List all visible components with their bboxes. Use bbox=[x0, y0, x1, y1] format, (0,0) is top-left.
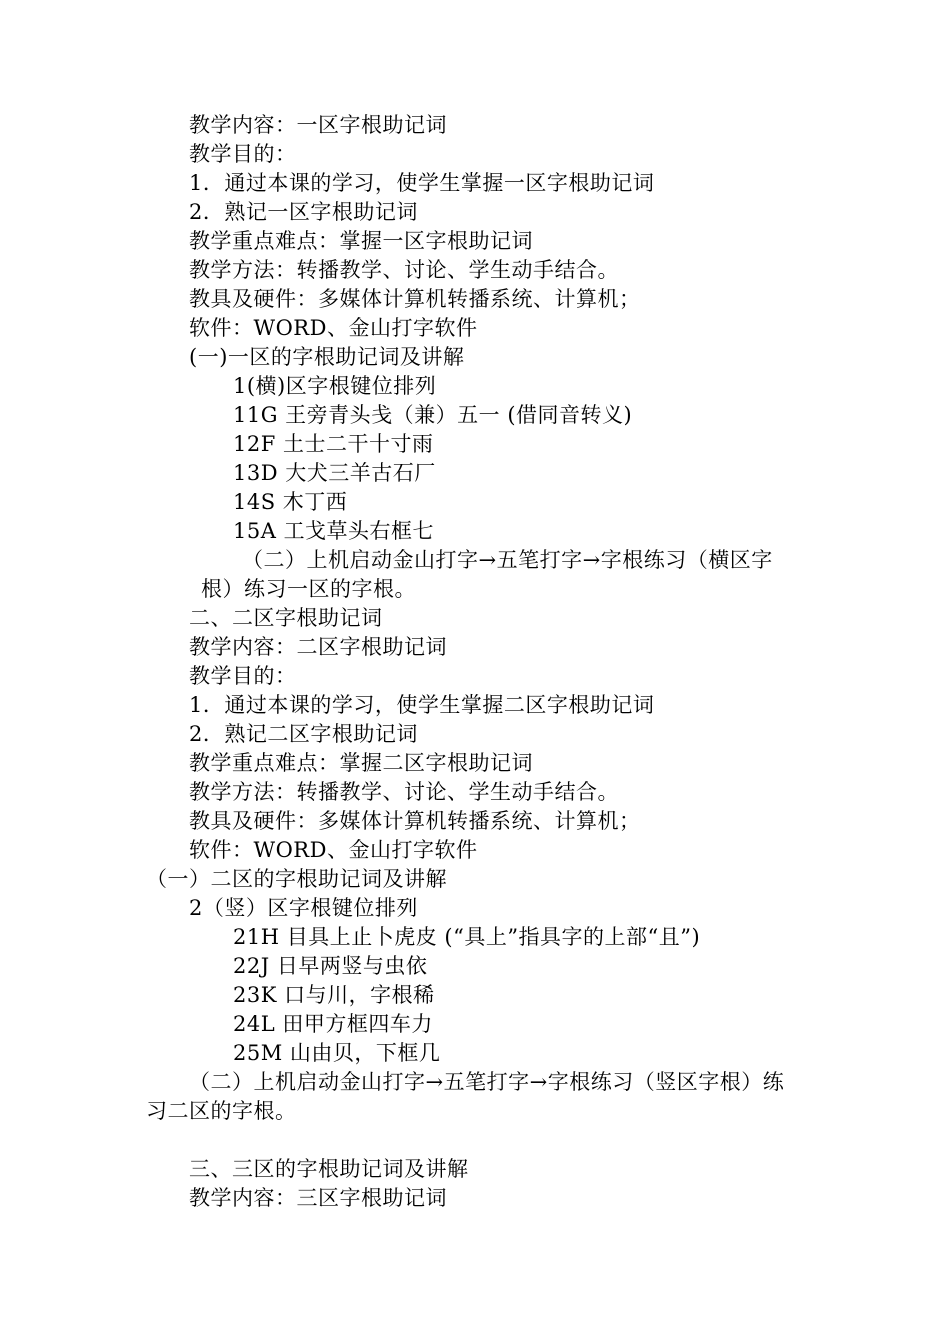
text-line: 根）练习一区的字根。 bbox=[201, 577, 416, 601]
section-heading: (一)一区的字根助记词及讲解 bbox=[189, 345, 465, 369]
text-line: 2．熟记二区字根助记词 bbox=[189, 722, 418, 746]
text-line: 23K 口与川，字根稀 bbox=[233, 983, 435, 1007]
text-line: 15A 工戈草头右框七 bbox=[233, 519, 435, 543]
text-line: 2（竖）区字根键位排列 bbox=[189, 896, 418, 920]
text-line: 教学内容：二区字根助记词 bbox=[189, 635, 447, 659]
text-line: 1．通过本课的学习，使学生掌握二区字根助记词 bbox=[189, 693, 655, 717]
section-heading: （一）二区的字根助记词及讲解 bbox=[146, 867, 447, 891]
text-line: 教学内容：三区字根助记词 bbox=[189, 1186, 447, 1210]
text-line: 教具及硬件：多媒体计算机转播系统、计算机； bbox=[189, 809, 641, 833]
text-line: 25M 山由贝，下框几 bbox=[233, 1041, 441, 1065]
text-line: 12F 土士二干十寸雨 bbox=[233, 432, 434, 456]
section-heading: 二、二区字根助记词 bbox=[189, 606, 383, 630]
text-line: 软件：WORD、金山打字软件 bbox=[189, 316, 478, 340]
text-line: 教学目的： bbox=[189, 664, 297, 688]
text-line: 软件：WORD、金山打字软件 bbox=[189, 838, 478, 862]
text-line: 教学方法：转播教学、讨论、学生动手结合。 bbox=[189, 258, 619, 282]
text-line: 教学重点难点：掌握一区字根助记词 bbox=[189, 229, 533, 253]
text-line: 教学方法：转播教学、讨论、学生动手结合。 bbox=[189, 780, 619, 804]
section-heading: 三、三区的字根助记词及讲解 bbox=[189, 1157, 469, 1181]
text-line: 教具及硬件：多媒体计算机转播系统、计算机； bbox=[189, 287, 641, 311]
text-line: （二）上机启动金山打字→五笔打字→字根练习（竖区字根）练 bbox=[189, 1070, 785, 1094]
text-line: 21H 目具上止卜虎皮 (“具上”指具字的上部“且”) bbox=[233, 925, 701, 949]
text-line: 教学重点难点：掌握二区字根助记词 bbox=[189, 751, 533, 775]
text-line: 习二区的字根。 bbox=[146, 1099, 297, 1123]
text-line: 2．熟记一区字根助记词 bbox=[189, 200, 418, 224]
text-line: 1(横)区字根键位排列 bbox=[233, 374, 437, 398]
text-line: 教学目的： bbox=[189, 142, 297, 166]
text-line: 1．通过本课的学习，使学生掌握一区字根助记词 bbox=[189, 171, 655, 195]
text-line: （二）上机启动金山打字→五笔打字→字根练习（横区字 bbox=[242, 548, 773, 572]
text-line: 11G 王旁青头戋（兼）五一 (借同音转义) bbox=[233, 403, 633, 427]
text-line: 教学内容：一区字根助记词 bbox=[189, 113, 447, 137]
text-line: 14S 木丁西 bbox=[233, 490, 348, 514]
text-line: 24L 田甲方框四车力 bbox=[233, 1012, 433, 1036]
text-line: 13D 大犬三羊古石厂 bbox=[233, 461, 436, 485]
text-line: 22J 日早两竖与虫依 bbox=[233, 954, 428, 978]
